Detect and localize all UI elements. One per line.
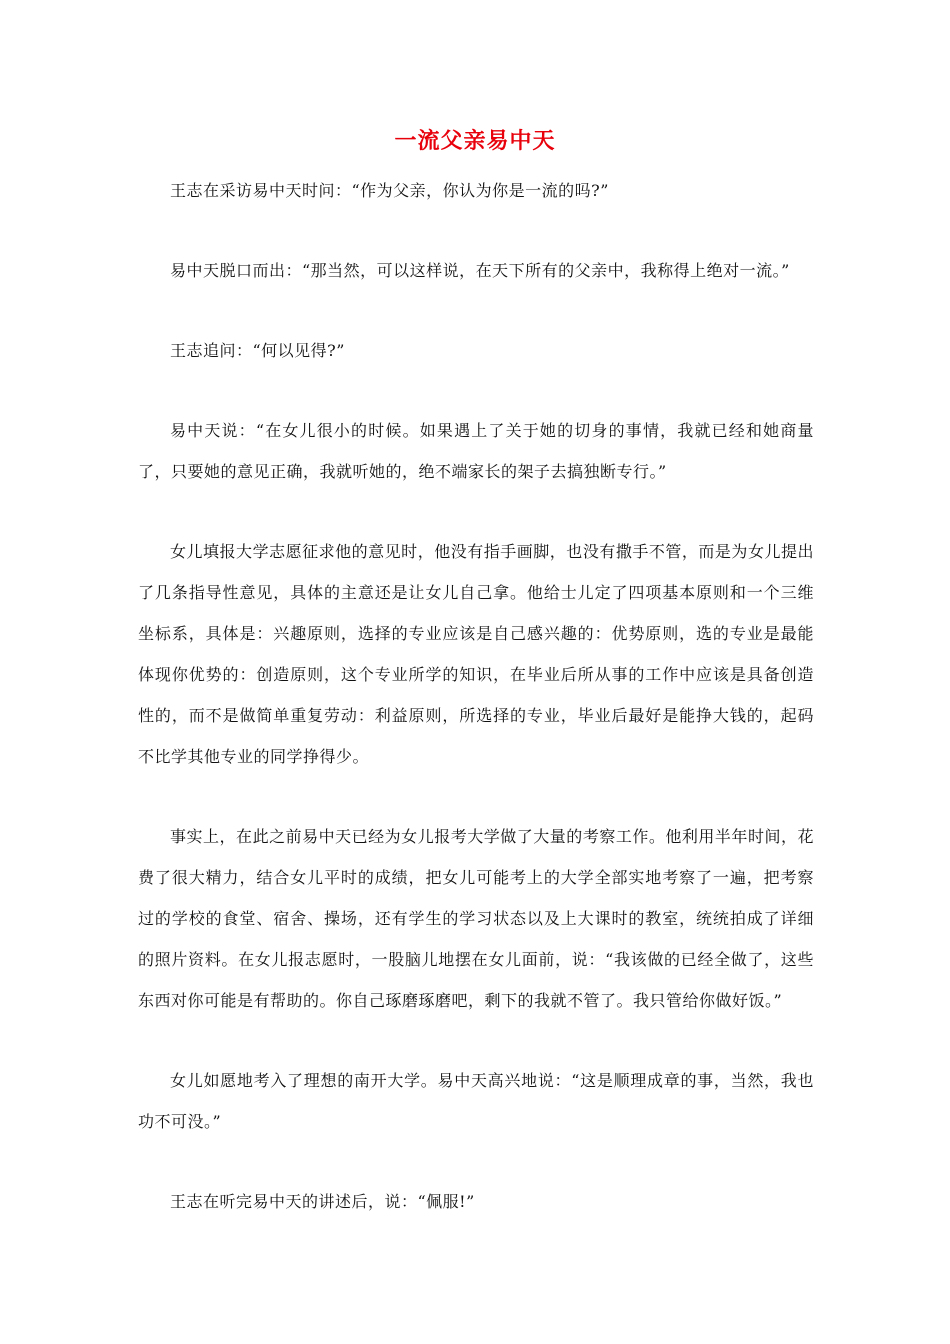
paragraph: 王志在听完易中天的讲述后，说：“佩服!”	[170, 1192, 475, 1211]
paragraph: 易中天脱口而出：“那当然，可以这样说，在天下所有的父亲中，我称得上绝对一流。”	[170, 261, 790, 280]
document-title: 一流父亲易中天	[394, 128, 556, 154]
paragraph: 易中天说：“在女儿很小的时候。如果遇上了关于她的切身的事情，我就已经和她商量了，只要她的意见正确，我就听她的，绝不端家长的架子去搞独断专行。”	[138, 421, 814, 481]
article-body	[138, 170, 814, 1261]
paragraph: 王志追问：“何以见得?”	[170, 341, 345, 360]
paragraph: 王志在采访易中天时问：“作为父亲，你认为你是一流的吗?”	[170, 181, 609, 200]
paragraph: 事实上，在此之前易中天已经为女儿报考大学做了大量的考察工作。他利用半年时间，花费了很大精力，结合女儿平时的成绩，把女儿可能考上的大学全部实地考察了一遍，把考察过的学校的食堂、宿舍、操场，还有学生的学习状态以及上大课时的教室，统统拍成了详细的照片资料。在女儿报志愿时，一股脑儿地摆在女儿面前，说：“我该做的已经全做了，这些东西对你可能是有帮助的。你自己琢磨琢磨吧，剩下的我就不管了。我只管给你做好饭。”	[138, 827, 814, 1010]
paragraph: 女儿填报大学志愿征求他的意见时，他没有指手画脚，也没有撒手不管，而是为女儿提出了几条指导性意见，具体的主意还是让女儿自己拿。他给士儿定了四项基本原则和一个三维坐标系，具体是：兴趣原则，选择的专业应该是自己感兴趣的：优势原则，选的专业是最能体现你优势的：创造原则，这个专业所学的知识，在毕业后所从事的工作中应该是具备创造性的，而不是做简单重复劳动：利益原则，所选择的专业，毕业后最好是能挣大钱的，起码不比学其他专业的同学挣得少。	[138, 542, 814, 766]
paragraph: 女儿如愿地考入了理想的南开大学。易中天高兴地说：“这是顺理成章的事，当然，我也功不可没。”	[138, 1071, 814, 1131]
